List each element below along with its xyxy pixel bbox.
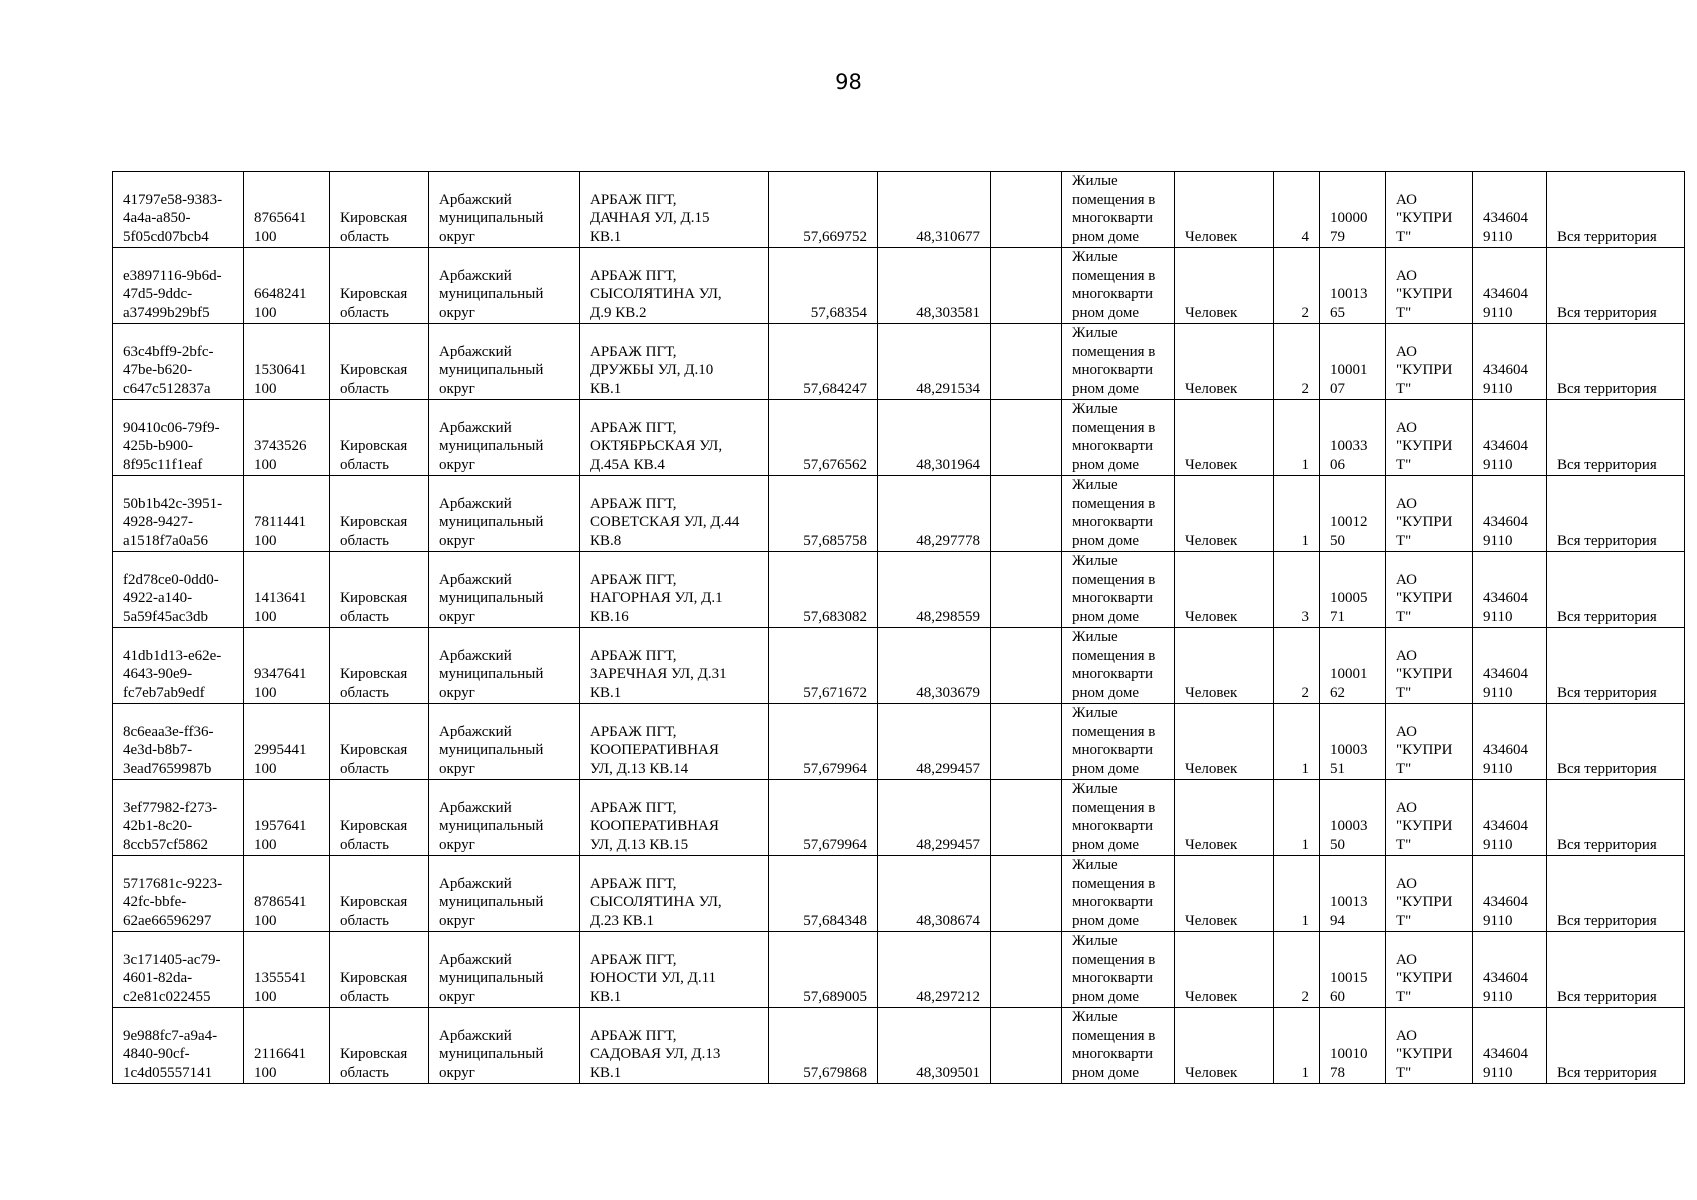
- count-cell: 2: [1274, 628, 1320, 704]
- empty-cell: [991, 780, 1062, 856]
- count-cell: 2: [1274, 248, 1320, 324]
- table-row: [113, 856, 1685, 932]
- zone-cell: Вся территория: [1547, 400, 1685, 476]
- table-row: [113, 172, 1685, 248]
- zone-cell: Вся территория: [1547, 172, 1685, 248]
- organization-cell: АО "КУПРИ Т": [1386, 932, 1473, 1008]
- region-cell: Кировская область: [330, 476, 429, 552]
- latitude-cell: 57,671672: [769, 628, 878, 704]
- region-cell: Кировская область: [330, 172, 429, 248]
- count-cell: 1: [1274, 780, 1320, 856]
- premises-type-cell: Жилые помещения в многокварти рном доме: [1062, 932, 1175, 1008]
- count-cell: 2: [1274, 932, 1320, 1008]
- address-cell: АРБАЖ ПГТ, ОКТЯБРЬСКАЯ УЛ, Д.45А КВ.4: [580, 400, 769, 476]
- uuid-cell: 63c4bff9-2bfc- 47be-b620- c647c512837a: [113, 324, 244, 400]
- page-number: 98: [835, 70, 862, 94]
- latitude-cell: 57,685758: [769, 476, 878, 552]
- table-row: [113, 552, 1685, 628]
- empty-cell: [991, 400, 1062, 476]
- code-cell: 1355541 100: [244, 932, 330, 1008]
- code-cell: 8765641 100: [244, 172, 330, 248]
- district-cell: Арбажский муниципальный округ: [429, 932, 580, 1008]
- number-cell: 10013 65: [1320, 248, 1386, 324]
- uuid-cell: 3ef77982-f273- 42b1-8c20- 8ccb57cf5862: [113, 780, 244, 856]
- longitude-cell: 48,301964: [878, 400, 991, 476]
- longitude-cell: 48,299457: [878, 704, 991, 780]
- address-cell: АРБАЖ ПГТ, НАГОРНАЯ УЛ, Д.1 КВ.16: [580, 552, 769, 628]
- inn-cell: 434604 9110: [1473, 324, 1547, 400]
- number-cell: 10005 71: [1320, 552, 1386, 628]
- district-cell: Арбажский муниципальный округ: [429, 552, 580, 628]
- address-cell: АРБАЖ ПГТ, ЮНОСТИ УЛ, Д.11 КВ.1: [580, 932, 769, 1008]
- uuid-cell: 50b1b42c-3951- 4928-9427- a1518f7a0a56: [113, 476, 244, 552]
- uuid-cell: 9e988fc7-a9a4- 4840-90cf- 1c4d05557141: [113, 1008, 244, 1084]
- region-cell: Кировская область: [330, 932, 429, 1008]
- latitude-cell: 57,679964: [769, 704, 878, 780]
- empty-cell: [991, 856, 1062, 932]
- unit-cell: Человек: [1175, 1008, 1274, 1084]
- empty-cell: [991, 704, 1062, 780]
- unit-cell: Человек: [1175, 552, 1274, 628]
- inn-cell: 434604 9110: [1473, 1008, 1547, 1084]
- number-cell: 10003 50: [1320, 780, 1386, 856]
- unit-cell: Человек: [1175, 400, 1274, 476]
- uuid-cell: f2d78ce0-0dd0- 4922-a140- 5a59f45ac3db: [113, 552, 244, 628]
- inn-cell: 434604 9110: [1473, 780, 1547, 856]
- latitude-cell: 57,684348: [769, 856, 878, 932]
- table-row: [113, 248, 1685, 324]
- number-cell: 10010 78: [1320, 1008, 1386, 1084]
- latitude-cell: 57,684247: [769, 324, 878, 400]
- table-row: [113, 704, 1685, 780]
- latitude-cell: 57,683082: [769, 552, 878, 628]
- inn-cell: 434604 9110: [1473, 932, 1547, 1008]
- number-cell: 10013 94: [1320, 856, 1386, 932]
- table-row: [113, 324, 1685, 400]
- premises-type-cell: Жилые помещения в многокварти рном доме: [1062, 780, 1175, 856]
- district-cell: Арбажский муниципальный округ: [429, 856, 580, 932]
- premises-type-cell: Жилые помещения в многокварти рном доме: [1062, 856, 1175, 932]
- organization-cell: АО "КУПРИ Т": [1386, 324, 1473, 400]
- organization-cell: АО "КУПРИ Т": [1386, 400, 1473, 476]
- district-cell: Арбажский муниципальный округ: [429, 476, 580, 552]
- premises-type-cell: Жилые помещения в многокварти рном доме: [1062, 324, 1175, 400]
- organization-cell: АО "КУПРИ Т": [1386, 248, 1473, 324]
- uuid-cell: 90410c06-79f9- 425b-b900- 8f95c11f1eaf: [113, 400, 244, 476]
- number-cell: 10000 79: [1320, 172, 1386, 248]
- empty-cell: [991, 248, 1062, 324]
- code-cell: 1957641 100: [244, 780, 330, 856]
- uuid-cell: e3897116-9b6d- 47d5-9ddc- a37499b29bf5: [113, 248, 244, 324]
- empty-cell: [991, 1008, 1062, 1084]
- longitude-cell: 48,297212: [878, 932, 991, 1008]
- region-cell: Кировская область: [330, 1008, 429, 1084]
- region-cell: Кировская область: [330, 704, 429, 780]
- code-cell: 2995441 100: [244, 704, 330, 780]
- unit-cell: Человек: [1175, 628, 1274, 704]
- count-cell: 1: [1274, 856, 1320, 932]
- latitude-cell: 57,68354: [769, 248, 878, 324]
- premises-type-cell: Жилые помещения в многокварти рном доме: [1062, 1008, 1175, 1084]
- table-row: [113, 932, 1685, 1008]
- district-cell: Арбажский муниципальный округ: [429, 628, 580, 704]
- uuid-cell: 8c6eaa3e-ff36- 4e3d-b8b7- 3ead7659987b: [113, 704, 244, 780]
- number-cell: 10001 62: [1320, 628, 1386, 704]
- empty-cell: [991, 476, 1062, 552]
- number-cell: 10012 50: [1320, 476, 1386, 552]
- organization-cell: АО "КУПРИ Т": [1386, 1008, 1473, 1084]
- empty-cell: [991, 172, 1062, 248]
- code-cell: 1413641 100: [244, 552, 330, 628]
- latitude-cell: 57,676562: [769, 400, 878, 476]
- organization-cell: АО "КУПРИ Т": [1386, 172, 1473, 248]
- uuid-cell: 41797e58-9383- 4a4a-a850- 5f05cd07bcb4: [113, 172, 244, 248]
- zone-cell: Вся территория: [1547, 856, 1685, 932]
- premises-type-cell: Жилые помещения в многокварти рном доме: [1062, 628, 1175, 704]
- uuid-cell: 3c171405-ac79- 4601-82da- c2e81c022455: [113, 932, 244, 1008]
- count-cell: 1: [1274, 1008, 1320, 1084]
- code-cell: 1530641 100: [244, 324, 330, 400]
- zone-cell: Вся территория: [1547, 324, 1685, 400]
- district-cell: Арбажский муниципальный округ: [429, 704, 580, 780]
- address-cell: АРБАЖ ПГТ, СЫСОЛЯТИНА УЛ, Д.23 КВ.1: [580, 856, 769, 932]
- organization-cell: АО "КУПРИ Т": [1386, 856, 1473, 932]
- zone-cell: Вся территория: [1547, 476, 1685, 552]
- zone-cell: Вся территория: [1547, 552, 1685, 628]
- latitude-cell: 57,689005: [769, 932, 878, 1008]
- district-cell: Арбажский муниципальный округ: [429, 172, 580, 248]
- organization-cell: АО "КУПРИ Т": [1386, 476, 1473, 552]
- count-cell: 2: [1274, 324, 1320, 400]
- region-cell: Кировская область: [330, 552, 429, 628]
- uuid-cell: 41db1d13-e62e- 4643-90e9- fc7eb7ab9edf: [113, 628, 244, 704]
- empty-cell: [991, 324, 1062, 400]
- inn-cell: 434604 9110: [1473, 628, 1547, 704]
- district-cell: Арбажский муниципальный округ: [429, 324, 580, 400]
- organization-cell: АО "КУПРИ Т": [1386, 704, 1473, 780]
- table-row: [113, 400, 1685, 476]
- unit-cell: Человек: [1175, 476, 1274, 552]
- inn-cell: 434604 9110: [1473, 856, 1547, 932]
- premises-type-cell: Жилые помещения в многокварти рном доме: [1062, 552, 1175, 628]
- longitude-cell: 48,308674: [878, 856, 991, 932]
- table-row: [113, 476, 1685, 552]
- organization-cell: АО "КУПРИ Т": [1386, 780, 1473, 856]
- premises-type-cell: Жилые помещения в многокварти рном доме: [1062, 400, 1175, 476]
- code-cell: 7811441 100: [244, 476, 330, 552]
- zone-cell: Вся территория: [1547, 704, 1685, 780]
- zone-cell: Вся территория: [1547, 780, 1685, 856]
- district-cell: Арбажский муниципальный округ: [429, 400, 580, 476]
- unit-cell: Человек: [1175, 780, 1274, 856]
- code-cell: 3743526 100: [244, 400, 330, 476]
- uuid-cell: 5717681c-9223- 42fc-bbfe- 62ae66596297: [113, 856, 244, 932]
- premises-type-cell: Жилые помещения в многокварти рном доме: [1062, 476, 1175, 552]
- premises-type-cell: Жилые помещения в многокварти рном доме: [1062, 704, 1175, 780]
- longitude-cell: 48,297778: [878, 476, 991, 552]
- region-cell: Кировская область: [330, 400, 429, 476]
- inn-cell: 434604 9110: [1473, 172, 1547, 248]
- address-cell: АРБАЖ ПГТ, СОВЕТСКАЯ УЛ, Д.44 КВ.8: [580, 476, 769, 552]
- region-cell: Кировская область: [330, 628, 429, 704]
- code-cell: 9347641 100: [244, 628, 330, 704]
- longitude-cell: 48,299457: [878, 780, 991, 856]
- number-cell: 10003 51: [1320, 704, 1386, 780]
- longitude-cell: 48,309501: [878, 1008, 991, 1084]
- address-cell: АРБАЖ ПГТ, КООПЕРАТИВНАЯ УЛ, Д.13 КВ.14: [580, 704, 769, 780]
- region-cell: Кировская область: [330, 324, 429, 400]
- table-row: [113, 628, 1685, 704]
- number-cell: 10001 07: [1320, 324, 1386, 400]
- zone-cell: Вся территория: [1547, 932, 1685, 1008]
- longitude-cell: 48,303581: [878, 248, 991, 324]
- region-cell: Кировская область: [330, 780, 429, 856]
- unit-cell: Человек: [1175, 704, 1274, 780]
- inn-cell: 434604 9110: [1473, 704, 1547, 780]
- latitude-cell: 57,679964: [769, 780, 878, 856]
- empty-cell: [991, 932, 1062, 1008]
- count-cell: 1: [1274, 476, 1320, 552]
- table-row: [113, 780, 1685, 856]
- unit-cell: Человек: [1175, 932, 1274, 1008]
- unit-cell: Человек: [1175, 248, 1274, 324]
- address-cell: АРБАЖ ПГТ, ЗАРЕЧНАЯ УЛ, Д.31 КВ.1: [580, 628, 769, 704]
- longitude-cell: 48,291534: [878, 324, 991, 400]
- empty-cell: [991, 552, 1062, 628]
- inn-cell: 434604 9110: [1473, 248, 1547, 324]
- unit-cell: Человек: [1175, 172, 1274, 248]
- unit-cell: Человек: [1175, 856, 1274, 932]
- organization-cell: АО "КУПРИ Т": [1386, 628, 1473, 704]
- number-cell: 10033 06: [1320, 400, 1386, 476]
- address-cell: АРБАЖ ПГТ, САДОВАЯ УЛ, Д.13 КВ.1: [580, 1008, 769, 1084]
- district-cell: Арбажский муниципальный округ: [429, 1008, 580, 1084]
- code-cell: 8786541 100: [244, 856, 330, 932]
- latitude-cell: 57,679868: [769, 1008, 878, 1084]
- region-cell: Кировская область: [330, 856, 429, 932]
- zone-cell: Вся территория: [1547, 248, 1685, 324]
- inn-cell: 434604 9110: [1473, 476, 1547, 552]
- code-cell: 6648241 100: [244, 248, 330, 324]
- table-body: [113, 172, 1685, 1084]
- inn-cell: 434604 9110: [1473, 552, 1547, 628]
- premises-type-cell: Жилые помещения в многокварти рном доме: [1062, 248, 1175, 324]
- count-cell: 3: [1274, 552, 1320, 628]
- address-cell: АРБАЖ ПГТ, СЫСОЛЯТИНА УЛ, Д.9 КВ.2: [580, 248, 769, 324]
- address-cell: АРБАЖ ПГТ, ДРУЖБЫ УЛ, Д.10 КВ.1: [580, 324, 769, 400]
- organization-cell: АО "КУПРИ Т": [1386, 552, 1473, 628]
- count-cell: 1: [1274, 400, 1320, 476]
- district-cell: Арбажский муниципальный округ: [429, 780, 580, 856]
- zone-cell: Вся территория: [1547, 1008, 1685, 1084]
- address-cell: АРБАЖ ПГТ, КООПЕРАТИВНАЯ УЛ, Д.13 КВ.15: [580, 780, 769, 856]
- longitude-cell: 48,298559: [878, 552, 991, 628]
- table-row: [113, 1008, 1685, 1084]
- inn-cell: 434604 9110: [1473, 400, 1547, 476]
- latitude-cell: 57,669752: [769, 172, 878, 248]
- empty-cell: [991, 628, 1062, 704]
- region-cell: Кировская область: [330, 248, 429, 324]
- number-cell: 10015 60: [1320, 932, 1386, 1008]
- district-cell: Арбажский муниципальный округ: [429, 248, 580, 324]
- count-cell: 4: [1274, 172, 1320, 248]
- registry-table: [112, 171, 1685, 1084]
- premises-type-cell: Жилые помещения в многокварти рном доме: [1062, 172, 1175, 248]
- unit-cell: Человек: [1175, 324, 1274, 400]
- count-cell: 1: [1274, 704, 1320, 780]
- address-cell: АРБАЖ ПГТ, ДАЧНАЯ УЛ, Д.15 КВ.1: [580, 172, 769, 248]
- longitude-cell: 48,303679: [878, 628, 991, 704]
- code-cell: 2116641 100: [244, 1008, 330, 1084]
- zone-cell: Вся территория: [1547, 628, 1685, 704]
- longitude-cell: 48,310677: [878, 172, 991, 248]
